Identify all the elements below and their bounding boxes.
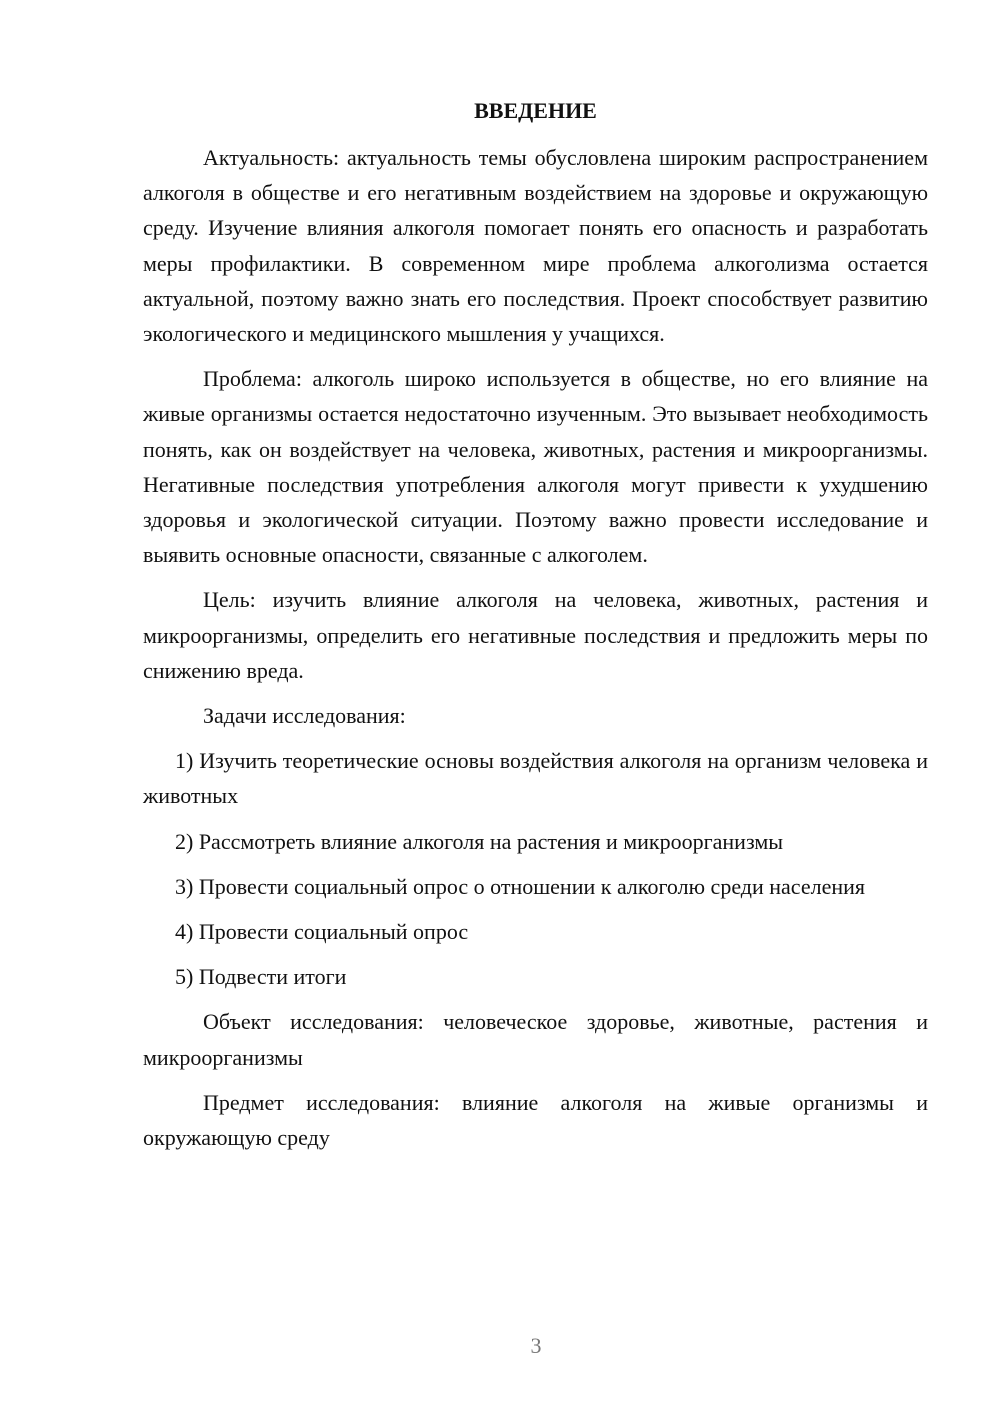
tasks-heading: Задачи исследования:: [203, 703, 406, 729]
page-title: ВВЕДЕНИЕ: [474, 98, 597, 123]
relevance-paragraph: Актуальность: актуальность темы обусловлена широким распространением алкоголя в обществе и его негативным воздействием на здоровье и окружающую среду. Изучение влияния алкоголя помогает понять его опасность и разработать меры профилактики. В современном мире проблема алкоголизма остается актуальной, поэтому важно знать его последствия. Проект способствует развитию экологического и медицинского мышления у учащихся.: [143, 145, 928, 347]
task-item-5: 5) Подвести итоги: [175, 964, 347, 990]
task-item-1: 1) Изучить теоретические основы воздействия алкоголя на организм человека и животных: [143, 748, 928, 809]
task-item-3: 3) Провести социальный опрос о отношении к алкоголю среди населения: [175, 873, 866, 899]
subject-paragraph: Предмет исследования: влияние алкоголя на живые организмы и окружающую среду: [143, 1089, 928, 1151]
problem-paragraph: Проблема: алкоголь широко используется в обществе, но его влияние на живые организмы остается недостаточно изученным. Это вызывает необходимость понять, как он воздействует на человека, животных, растения и микроорганизмы. Негативные последствия употребления алкоголя могут привести к ухудшению здоровья и экологической ситуации. Поэтому важно провести исследование и выявить основные опасности, связанные с алкоголем.: [143, 366, 928, 568]
goal-paragraph: Цель: изучить влияние алкоголя на человека, животных, растения и микроорганизмы, определить его негативные последствия и предложить меры по снижению вреда.: [143, 587, 928, 683]
task-item-2: 2) Рассмотреть влияние алкоголя на растения и микроорганизмы: [175, 828, 784, 854]
object-paragraph: Объект исследования: человеческое здоровье, животные, растения и микроорганизмы: [143, 1009, 928, 1070]
page-number: 3: [530, 1333, 542, 1358]
task-item-4: 4) Провести социальный опрос: [175, 919, 469, 945]
document-page: [143, 96, 928, 1165]
